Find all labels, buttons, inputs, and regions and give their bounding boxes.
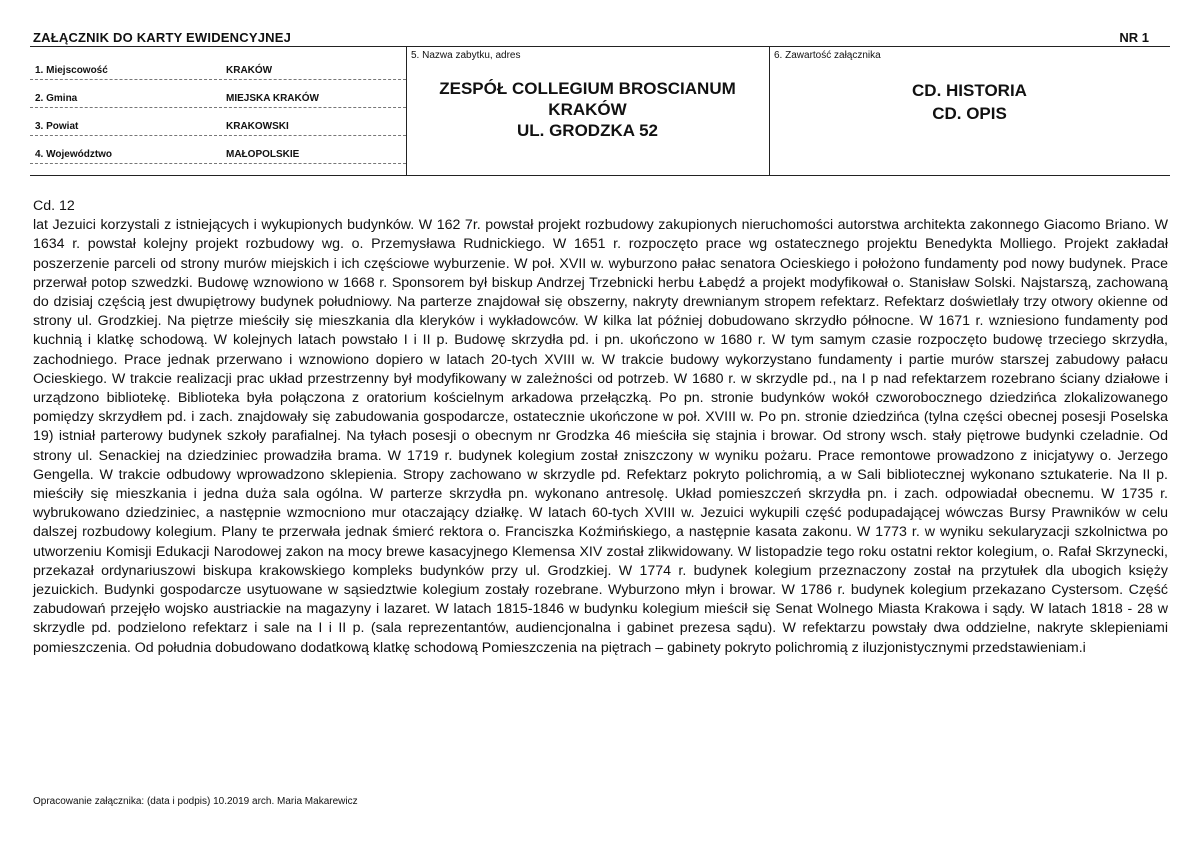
field-value: KRAKÓW [226, 65, 273, 76]
field-dotted-line [30, 79, 406, 80]
header-bottom-rule [30, 175, 1170, 176]
field-dotted-line [30, 163, 406, 164]
history-text [33, 197, 1168, 658]
monument-city-line: KRAKÓW [548, 100, 627, 119]
field-commune [30, 84, 406, 108]
field-dotted-line [30, 107, 406, 108]
field-value: MIEJSKA KRAKÓW [226, 93, 319, 104]
form-number: NR 1 [1119, 30, 1149, 45]
body-heading: Cd. 12 [33, 198, 75, 214]
field-locality [30, 56, 406, 80]
field-dotted-line [30, 135, 406, 136]
field-label: 1. Miejscowość [35, 65, 108, 76]
monument-address-line: UL. GRODZKA 52 [516, 121, 659, 140]
field-label: 2. Gmina [35, 93, 78, 104]
field-district [30, 112, 406, 136]
field-label: 3. Powiat [35, 121, 79, 132]
body-paragraph: lat Jezuici korzystali z istniejących i wykupionych budynków. W 162 7r. powstał projekt rozbudowy zakupionych nieruchomości autorstwa architekta zakonnego Giacomo Briano. W 1634 r. powstał kolejny projekt rozbudowy wg. o. Przemysława Rudnickiego. W 1651 r. rozpoczęto prace wg ostatecznego projektu Benedykta Molliego. Projekt zakładał poszerzenie parceli od strony murów miejskich i ich częściowe wyburzenie. W poł. XVII w. wyburzono pałac senatora Ocieskiego i położono fundamenty pod nowy budynek. Prace przerwał potop szwedzki. Budowę wznowiono w 1668 r. Sponsorem był biskup Andrzej Trzebnicki herbu Łabędź a projekt modyfikował o. Stanisław Solski. Najstarszą, zachowaną do dzisiaj częścią jest dwupiętrowy budynek południowy. Na parterze znajdował się obszerny, nakryty drewnianym stropem refektarz. Refektarz doświetlały trzy otwory okienne od strony ul. Grodzkiej. Na piętrze mieściły się mieszkania dla kleryków i wykładowców. W kilka lat później dobudowano skrzydło północne. W 1671 r. wzniesiono fundamenty pod kuchnią i klatkę schodową. W kolejnych latach powstało I i II p. Budowę skrzydła pd. i pn. ukończono w 1680 r. W tym samym czasie rozpoczęto budowę trzeciego skrzydła, zachodniego. Prace jednak przerwano i wznowiono dopiero w latach 20-tych XVIII w. W trakcie budowy wykorzystano fundamenty i partie murów starszej zabudowy pałacu Ocieskiego. W trakcie realizacji prac układ przestrzenny był modyfikowany w zależności od potrzeb. W 1680 r. w skrzydle pd., na I p nad refektarzem rozebrano ściany działowe i urządzono bibliotekę. Biblioteka była połączona z oratorium kościelnym arkadowa przełączką. Po pn. stronie budynków wokół czworobocznego dziedzińca zlokalizowanego pomiędzy skrzydłem pd. i zach. znajdowały się zabudowania gospodarcze, ostatecznie ukończone w poł. XVIII w. Po pn. stronie dziedzińca (tylna części obecnej posesji Poselska 19) istniał parterowy budynek szkoły parafialnej. Na tyłach posesji o obecnym nr Grodzka 46 mieściła się stajnia i browar. Od strony wsch. stały piętrowe budynki czeladnie. Od strony ul. Senackiej na dziedziniec prowadziła brama. W 1719 r. budynek kolegium został zniszczony w wyniku pożaru. Prace remontowe prowadzono z inicjatywy o. Jerzego Gengella. W trakcie odbudowy wprowadzono sklepienia. Stropy zachowano w skrzydle pd. Refektarz pokryto polichromią, a w Sali bibliotecznej wykonano sztukaterie. Na II p. mieściły się mieszkania i jedna duża sala ogólna. W parterze skrzydła pn. wykonano antresolę. Układ pomieszczeń skrzydła pn. i zach. odpowiadał obecnemu. W 1735 r. wybrukowano dziedziniec, a następnie wzmocniono mur otaczający działkę. W latach 60-tych XVIII w. Jezuici wykupili część podupadającej wówczas Bursy Prawników w celu dalszej rozbudowy kolegium. Plany te przerwała jednak śmierć rektora o. Franciszka Koźmińskiego, a następnie kasata zakonu. W 1773 r. w wyniku sekularyzacji szkolnictwa po utworzeniu Komisji Edukacji Narodowej zakon na mocy brewe kasacyjnego Klemensa XIV został zlikwidowany. W listopadzie tego roku ostatni rektor kolegium, o. Rafał Skrzynecki, przekazał ordynariuszowi biskupa krakowskiego kompleks budynków przy ul. Grodzkiej. W 1774 r. budynek kolegium przeznaczony został na przytułek dla ubogich księży jezuickich. Budynki gospodarcze usytuowane w sąsiedztwie kolegium zostały rozebrane. Wyburzono młyn i browar. W 1786 r. budynek kolegium przekazano Cystersom. Część zabudowań przejęło wojsko austriackie na magazyny i lazaret. W latach 1815-1846 w budynku kolegium mieścił się Senat Wolnego Miasta Krakowa i sądy. W latach 1818 - 28 w skrzydle pd. podzielono refektarz i sale na I i II p. (sala reprezentantów, audiencjonalna i gabinet prezesa sądu). W refektarzu powstały dwa oddzielne, nakryte sklepieniami pomieszczenia. Od południa dobudowano dodatkową klatkę schodową Pomieszczenia na piętrach – gabinety pokryto polichromią z iluzjonistycznymi przedstawieniam.i [33, 217, 1168, 656]
header-top-rule [30, 46, 1170, 47]
contents-line: CD. HISTORIA [912, 81, 1027, 100]
field-value: KRAKOWSKI [226, 121, 289, 132]
field-value: MAŁOPOLSKIE [226, 149, 300, 160]
contents-box-label: 6. Zawartość załącznika [774, 50, 881, 61]
form-title: ZAŁĄCZNIK DO KARTY EWIDENCYJNEJ [33, 30, 292, 45]
monument-box-label: 5. Nazwa zabytku, adres [411, 50, 521, 61]
field-voivodeship [30, 140, 406, 164]
prepared-by-footer: Opracowanie załącznika: (data i podpis) 10.2019 arch. Maria Makarewicz [33, 796, 358, 807]
monument-name-line: ZESPÓŁ COLLEGIUM BROSCIANUM [439, 79, 736, 98]
field-label: 4. Województwo [35, 149, 113, 160]
contents-line: CD. OPIS [932, 104, 1007, 123]
monument-name [406, 78, 769, 141]
contents-title [769, 79, 1170, 125]
